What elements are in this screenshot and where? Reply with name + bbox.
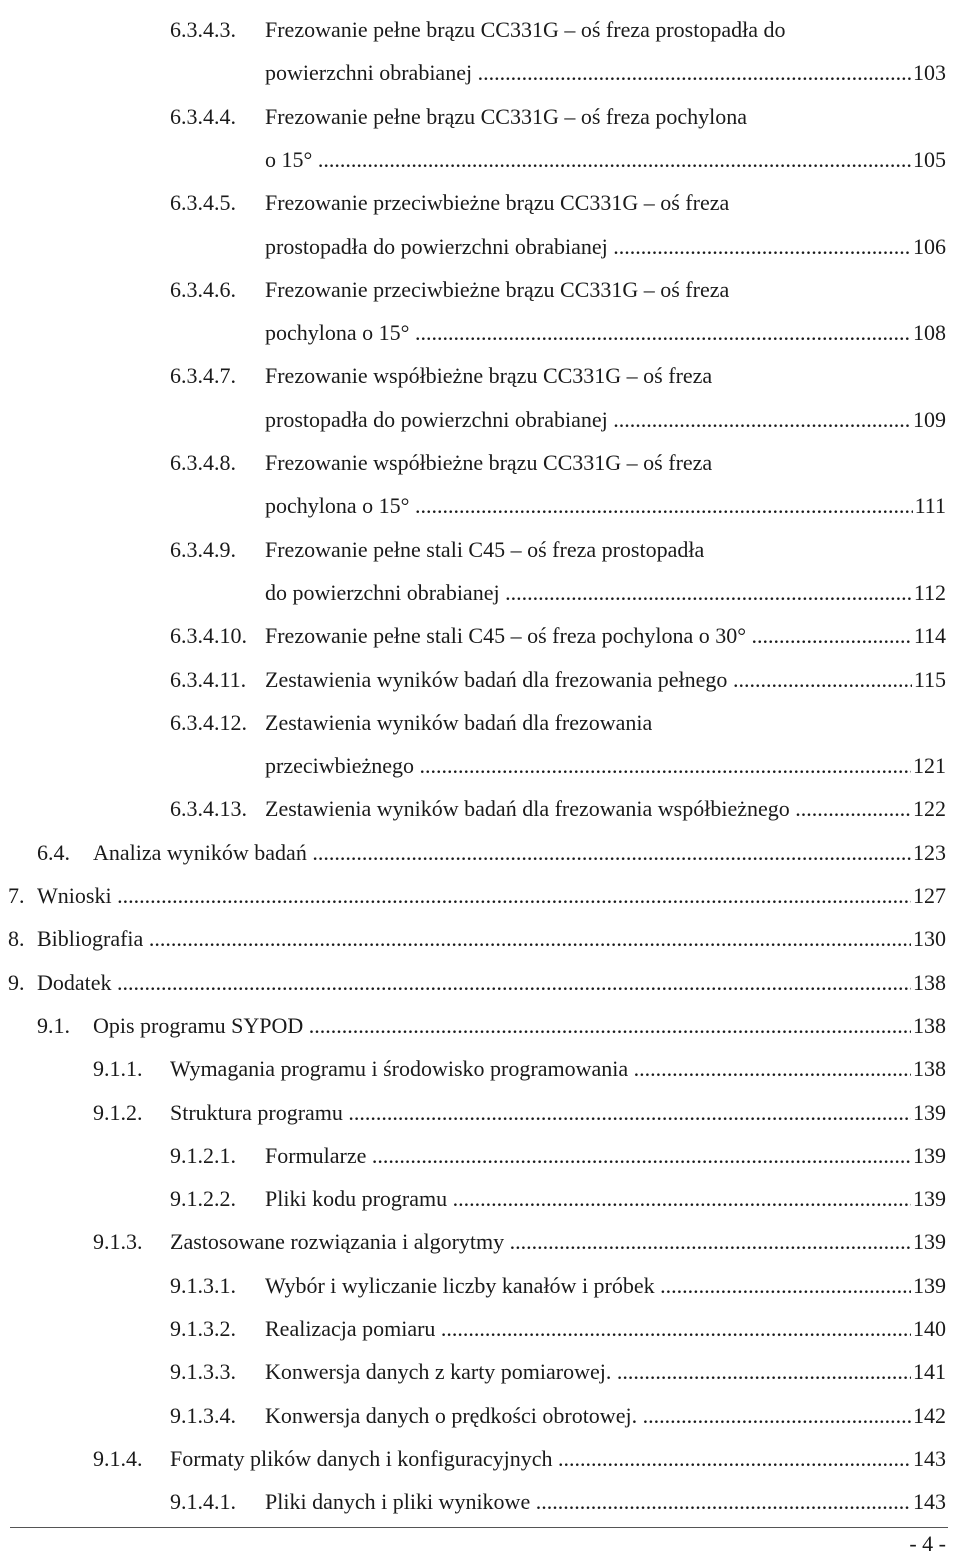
toc-entry-number: 6.3.4.12. <box>170 709 247 735</box>
toc-entry-title: Frezowanie przeciwbieżne brązu CC331G – oś freza <box>265 276 730 302</box>
toc-entry-page: 127 <box>911 874 946 917</box>
toc-entry-page: 111 <box>913 484 946 527</box>
toc-entry-page: 115 <box>912 658 946 701</box>
toc-entry-line[interactable] <box>93 1220 946 1263</box>
toc-entry-title: Zastosowane rozwiązania i algorytmy ..... <box>170 1220 911 1263</box>
toc-entry-number: 9. <box>8 969 25 995</box>
toc-entry-title: powierzchni obrabianej ..... <box>265 51 911 94</box>
toc-entry-line[interactable] <box>170 658 946 701</box>
toc-entry-title: pochylona o 15° ..... <box>265 311 911 354</box>
toc-entry-title: Pliki kodu programu ..... <box>265 1177 911 1220</box>
toc-entry-number: 9.1.1. <box>93 1056 143 1082</box>
toc-entry-line[interactable] <box>0 528 946 571</box>
toc-entry-line[interactable] <box>170 787 946 830</box>
toc-entry-line[interactable] <box>170 614 946 657</box>
footer-rule <box>10 1527 948 1528</box>
toc-entry-title: Zestawienia wyników badań dla frezowania współbieżnego ..... <box>265 787 911 830</box>
toc-entry-page: 130 <box>911 917 946 960</box>
toc-entry-title: prostopadła do powierzchni obrabianej ..... <box>265 398 911 441</box>
toc-entry-title: Pliki danych i pliki wynikowe ..... <box>265 1480 911 1523</box>
toc-entry-line[interactable] <box>93 1047 946 1090</box>
toc-entry-line[interactable] <box>170 1350 946 1393</box>
toc-entry-title: prostopadła do powierzchni obrabianej ..... <box>265 225 911 268</box>
toc-entry-page: 143 <box>911 1437 946 1480</box>
toc-entry-line[interactable] <box>265 398 946 441</box>
toc-entry-title: Realizacja pomiaru ..... <box>265 1307 911 1350</box>
toc-entry-title: przeciwbieżnego ..... <box>265 744 911 787</box>
toc-entry-page: 138 <box>911 1004 946 1047</box>
toc-entry-number: 9.1.3.4. <box>170 1402 236 1428</box>
toc-entry-line[interactable] <box>170 1480 946 1523</box>
toc-entry-page: 141 <box>911 1350 946 1393</box>
toc-entry-number: 6.3.4.3. <box>170 17 236 42</box>
toc-entry-page: 139 <box>911 1264 946 1307</box>
toc-entry-title: Frezowanie współbieżne brązu CC331G – oś freza <box>265 363 713 389</box>
toc-entry-page: 121 <box>911 744 946 787</box>
toc-entry-title: Formularze ..... <box>265 1134 911 1177</box>
toc-entry-page: 103 <box>911 51 946 94</box>
toc-entry-line[interactable] <box>93 1091 946 1134</box>
toc-entry-title: o 15° ..... <box>265 138 911 181</box>
toc-entry-page: 139 <box>911 1134 946 1177</box>
toc-entry-title: Frezowanie pełne stali C45 – oś freza pochylona o 30° ..... <box>265 614 912 657</box>
toc-entry-line[interactable] <box>37 1004 946 1047</box>
toc-entry-line[interactable] <box>8 917 946 960</box>
toc-entry-title: Frezowanie pełne stali C45 – oś freza prostopadła <box>265 536 705 562</box>
toc-entry-line[interactable] <box>93 1437 946 1480</box>
toc-entry-number: 9.1.2.2. <box>170 1186 236 1212</box>
toc-entry-title: Struktura programu ..... <box>170 1091 911 1134</box>
toc-entry-number: 6.3.4.7. <box>170 363 236 389</box>
toc-entry-number: 9.1.4.1. <box>170 1489 236 1515</box>
toc-entry-number: 9.1.3.2. <box>170 1316 236 1341</box>
toc-entry-title: Bibliografia ..... <box>37 917 911 960</box>
toc-entry-line[interactable] <box>0 701 946 744</box>
toc-entry-title: Wnioski ..... <box>37 874 911 917</box>
toc-entry-page: 139 <box>911 1220 946 1263</box>
toc-entry-title: Formaty plików danych i konfiguracyjnych ..... <box>170 1437 911 1480</box>
toc-entry-line[interactable] <box>0 181 946 224</box>
toc-entry-page: 138 <box>911 1047 946 1090</box>
toc-entry-page: 105 <box>911 138 946 181</box>
toc-entry-page: 143 <box>911 1480 946 1523</box>
toc-entry-title: Frezowanie pełne brązu CC331G – oś freza prostopadła do <box>265 17 786 42</box>
toc-entry-page: 114 <box>912 614 946 657</box>
toc-entry-number: 9.1.2. <box>93 1099 143 1125</box>
toc-entry-line[interactable] <box>0 268 946 311</box>
toc-entry-line[interactable] <box>265 311 946 354</box>
toc-entry-page: 106 <box>911 225 946 268</box>
toc-entry-title: pochylona o 15° ..... <box>265 484 913 527</box>
toc-entry-line[interactable] <box>0 441 946 484</box>
toc-entry-title: Konwersja danych o prędkości obrotowej. ..... <box>265 1394 911 1437</box>
toc-entry-line[interactable] <box>0 8 946 51</box>
toc-entry-line[interactable] <box>0 95 946 138</box>
toc-entry-page: 138 <box>911 961 946 1004</box>
toc-entry-title: Frezowanie przeciwbieżne brązu CC331G – oś freza <box>265 190 730 216</box>
toc-entry-number: 6.3.4.5. <box>170 190 236 216</box>
toc-entry-line[interactable] <box>265 51 946 94</box>
toc-entry-number: 9.1.2.1. <box>170 1142 236 1168</box>
toc-entry-number: 9.1. <box>37 1012 70 1038</box>
page-number: - 4 - <box>909 1531 946 1556</box>
toc-entry-line[interactable] <box>0 354 946 397</box>
toc-entry-number: 6.3.4.11. <box>170 666 247 692</box>
toc-entry-page: 142 <box>911 1394 946 1437</box>
toc-entry-number: 6.3.4.8. <box>170 450 236 475</box>
toc-entry-line[interactable] <box>170 1177 946 1220</box>
toc-entry-title: Zestawienia wyników badań dla frezowania <box>265 709 653 735</box>
toc-entry-line[interactable] <box>170 1307 946 1350</box>
toc-entry-number: 9.1.3. <box>93 1229 143 1255</box>
toc-entry-title: Dodatek ..... <box>37 961 911 1004</box>
toc-entry-line[interactable] <box>170 1134 946 1177</box>
toc-entry-page: 139 <box>911 1091 946 1134</box>
toc-entry-line[interactable] <box>265 484 946 527</box>
toc-entry-page: 139 <box>911 1177 946 1220</box>
toc-entry-number: 9.1.3.3. <box>170 1359 236 1385</box>
toc-entry-title: Konwersja danych z karty pomiarowej. ..... <box>265 1350 911 1393</box>
toc-entry-number: 6.3.4.6. <box>170 276 236 302</box>
toc-entry-number: 9.1.3.1. <box>170 1272 236 1298</box>
toc-entry-title: Wymagania programu i środowisko programowania ..... <box>170 1047 911 1090</box>
toc-entry-number: 9.1.4. <box>93 1445 143 1471</box>
toc-entry-title: Frezowanie pełne brązu CC331G – oś freza pochylona <box>265 103 748 129</box>
toc-entry-line[interactable] <box>170 1264 946 1307</box>
toc-entry-number: 6.3.4.9. <box>170 536 236 562</box>
toc-entry-page: 122 <box>911 787 946 830</box>
toc-entry-title: Opis programu SYPOD ..... <box>93 1004 911 1047</box>
toc-entry-page: 123 <box>911 831 946 874</box>
toc-entry-line[interactable] <box>265 744 946 787</box>
toc-entry-line[interactable] <box>170 1394 946 1437</box>
toc-entry-title: Frezowanie współbieżne brązu CC331G – oś freza <box>265 450 713 475</box>
toc-entry-number: 6.3.4.10. <box>170 623 247 649</box>
toc-entry-number: 6.3.4.13. <box>170 796 247 822</box>
toc-entry-page: 109 <box>911 398 946 441</box>
toc-entry-page: 112 <box>912 571 946 614</box>
toc-entry-title: Zestawienia wyników badań dla frezowania pełnego ..... <box>265 658 912 701</box>
toc-entry-page: 108 <box>911 311 946 354</box>
toc-entry-line[interactable] <box>265 138 946 181</box>
toc-entry-line[interactable] <box>265 225 946 268</box>
toc-entry-title: do powierzchni obrabianej ..... <box>265 571 912 614</box>
toc-entry-line[interactable] <box>37 831 946 874</box>
toc-entry-number: 7. <box>8 883 25 908</box>
toc-entry-line[interactable] <box>8 961 946 1004</box>
toc-entry-line[interactable] <box>265 571 946 614</box>
toc-entry-number: 6.3.4.4. <box>170 103 236 129</box>
toc-entry-number: 8. <box>8 926 25 952</box>
toc-entry-page: 140 <box>911 1307 946 1350</box>
toc-entry-number: 6.4. <box>37 839 70 865</box>
toc-entry-title: Analiza wyników badań ..... <box>93 831 911 874</box>
toc-entry-line[interactable] <box>8 874 946 917</box>
toc-entry-title: Wybór i wyliczanie liczby kanałów i próbek ..... <box>265 1264 911 1307</box>
